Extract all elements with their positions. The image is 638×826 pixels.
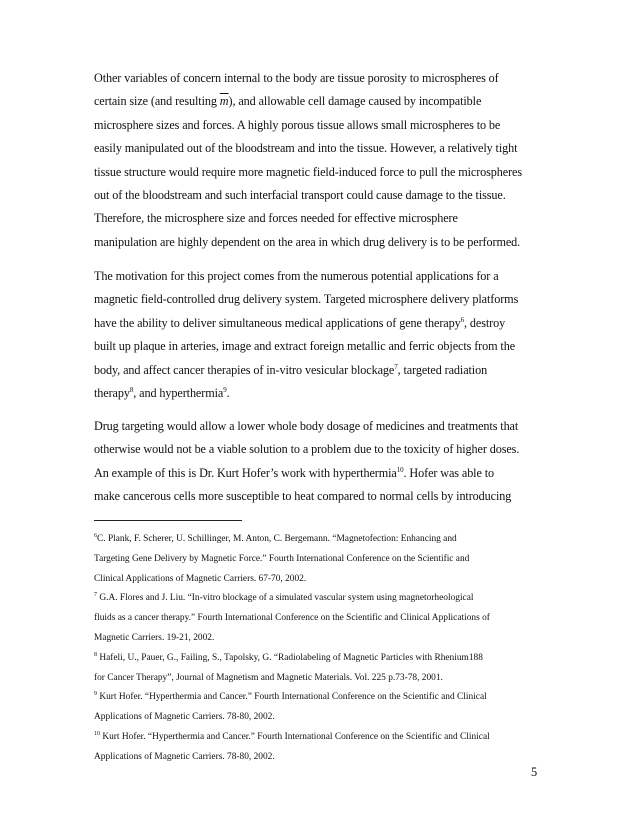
text-line: Other variables of concern internal to the body are tissue porosity to microspheres of	[94, 71, 499, 85]
footnote-number: 9	[94, 691, 97, 698]
text-segment: certain size (and resulting	[94, 94, 220, 109]
text-segment: , targeted radiation	[397, 362, 488, 377]
text-line: tissue structure would require more magnetic field-induced force to pull the microspheres	[94, 164, 523, 179]
text-segment: An example of this is Dr. Kurt Hofer’s work with hyperthermia	[94, 465, 397, 480]
footnote-8	[94, 649, 554, 669]
footnote-text: C. Plank, F. Scherer, U. Schillinger, M. Anton, C. Bergemann. “Magnetofection: Enhancing and	[97, 534, 457, 544]
text-segment: have the ability to deliver simultaneous medical applications of gene therapy	[94, 315, 461, 330]
paragraph-drug-targeting	[94, 415, 554, 509]
footnote-7	[94, 589, 554, 609]
footnote-line: Magnetic Carriers. 19-21, 2002.	[94, 632, 215, 643]
m-bar-symbol: $\overline{m}$	[219, 94, 229, 109]
text-line	[94, 90, 554, 113]
text-line: Drug targeting would allow a lower whole body dosage of medicines and treatments that	[94, 419, 519, 433]
text-line: magnetic field-controlled drug delivery system. Targeted microsphere delivery platforms	[94, 292, 519, 307]
footnote-ref-6: 6	[460, 315, 465, 324]
footnote-ref-9: 9	[223, 385, 227, 394]
footnote-line: Applications of Magnetic Carriers. 78-80, 2002.	[94, 712, 275, 723]
text-line: easily manipulated out of the bloodstream and into the tissue. However, a relatively tight	[94, 141, 518, 156]
footnote-text: Kurt Hofer. “Hyperthermia and Cancer.” Fourth International Conference on the Scientific and Clinical	[97, 692, 487, 703]
text-segment: , destroy	[464, 315, 506, 330]
text-line	[94, 312, 554, 335]
footnote-line: fluids as a cancer therapy.” Fourth International Conference on the Scientific and Clinical Applications of	[94, 613, 490, 624]
footnote-text: Kurt Hofer. “Hyperthermia and Cancer.” Fourth International Conference on the Scientific and Clinical	[100, 731, 490, 742]
text-segment: body, and affect cancer therapies of in-vitro vesicular blockage	[94, 362, 395, 377]
text-segment: ), and allowable cell damage caused by incompatible	[228, 94, 482, 109]
footnote-number: 8	[94, 651, 97, 658]
text-segment: , and hyperthermia	[133, 385, 224, 400]
footnote-ref-8: 8	[129, 385, 134, 394]
text-line	[94, 382, 554, 405]
text-line: Therefore, the microsphere size and forces needed for effective microsphere	[94, 211, 458, 226]
footnote-line: for Cancer Therapy”, Journal of Magnetism and Magnetic Materials. Vol. 225 p.73-78, 2001.	[94, 672, 443, 683]
footnote-ref-10: 10	[396, 465, 404, 474]
footnote-10	[94, 728, 554, 748]
text-line	[94, 462, 554, 485]
text-line: make cancerous cells more susceptible to heat compared to normal cells by introducing	[94, 489, 512, 504]
text-line: built up plaque in arteries, image and extract foreign metallic and ferric objects from the	[94, 339, 516, 354]
paragraph-motivation	[94, 265, 554, 405]
text-line: microsphere sizes and forces. A highly porous tissue allows small microspheres to be	[94, 117, 501, 132]
text-segment: . Hofer was able to	[403, 465, 495, 480]
footnote-number: 7	[94, 592, 97, 599]
footnote-6	[94, 530, 554, 550]
footnote-text: G.A. Flores and J. Liu. “In-vitro blockage of a simulated vascular system using magnetorheological	[97, 593, 474, 604]
footnote-text: Hafeli, U., Pauer, G., Failing, S., Tapolsky, G. “Radiolabeling of Magnetic Particles with Rhenium188	[97, 652, 483, 663]
footnote-line: Targeting Gene Delivery by Magnetic Force.” Fourth International Conference on the Scientific and	[94, 553, 470, 564]
text-line: manipulation are highly dependent on the area in which drug delivery is to be performed.	[94, 234, 521, 249]
footnotes	[94, 530, 554, 768]
text-line: The motivation for this project comes from the numerous potential applications for a	[94, 269, 499, 283]
text-segment: therapy	[94, 385, 130, 400]
footnote-number: 6	[94, 533, 97, 539]
text-segment: .	[226, 385, 230, 400]
text-line: out of the bloodstream and such interfacial transport could cause damage to the tissue.	[94, 187, 506, 202]
text-line	[94, 359, 554, 382]
footnote-number: 10	[94, 730, 100, 737]
page-number: 5	[531, 765, 538, 779]
footnote-9	[94, 688, 554, 708]
footnote-line: Applications of Magnetic Carriers. 78-80, 2002.	[94, 751, 275, 762]
footnote-separator	[94, 520, 242, 521]
text-line: otherwise would not be a viable solution to a problem due to the toxicity of higher doses.	[94, 442, 520, 457]
footnote-ref-7: 7	[394, 362, 398, 371]
paragraph-tissue-porosity	[94, 67, 554, 254]
footnote-line: Clinical Applications of Magnetic Carriers. 67-70, 2002.	[94, 573, 307, 584]
